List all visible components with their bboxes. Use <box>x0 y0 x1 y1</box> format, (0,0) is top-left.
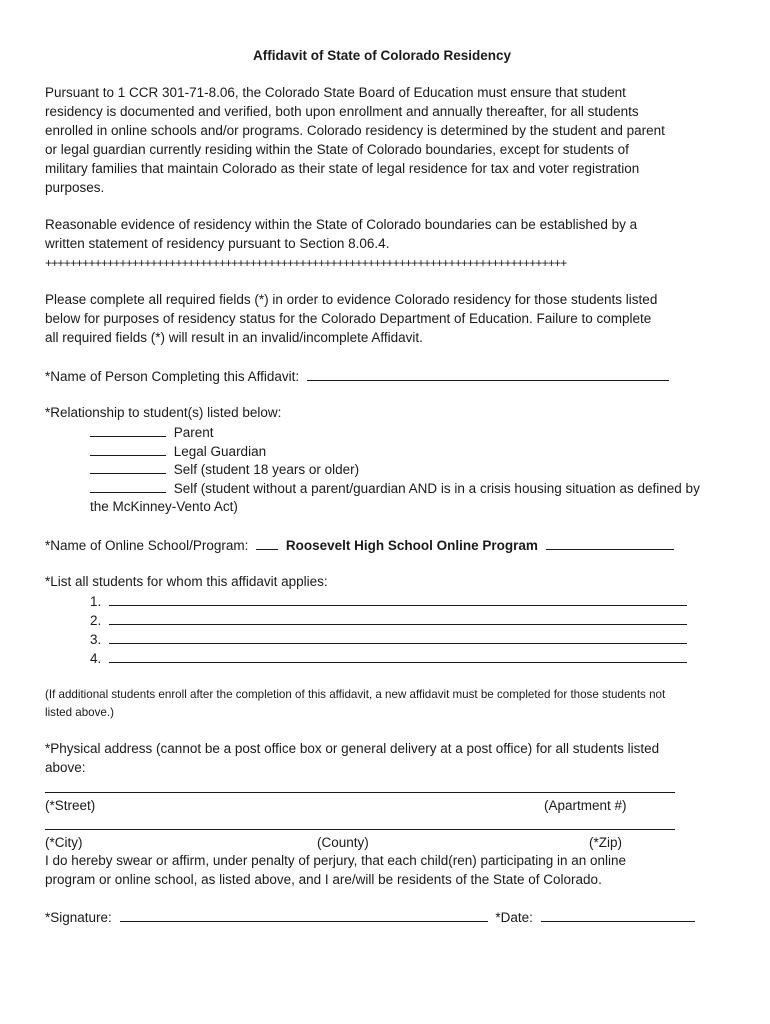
county-label: (County) <box>317 835 369 850</box>
name-field-label: *Name of Person Completing this Affidavit: <box>45 369 300 384</box>
intro-line: or legal guardian currently residing within the State of Colorado boundaries, except for students of <box>45 142 629 157</box>
relationship-checkbox-blank[interactable] <box>90 460 166 474</box>
instructions-line: below for purposes of residency status for the Colorado Department of Education. Failure to complete <box>45 311 652 326</box>
evidence-line: written statement of residency pursuant to Section 8.06.4. <box>45 236 390 251</box>
relationship-option-self-crisis <box>90 479 700 498</box>
zip-label: (*Zip) <box>589 835 622 850</box>
student-number: 1. <box>90 594 102 609</box>
relationship-option-label: Legal Guardian <box>173 444 267 459</box>
relationship-checkbox-blank[interactable] <box>90 442 166 456</box>
name-field-row <box>45 367 669 386</box>
additional-students-note: (If additional students enroll after the completion of this affidavit, a new affidavit must be completed for those students not <box>45 688 666 701</box>
student-row-3 <box>90 630 687 649</box>
relationship-option-label: Self (student 18 years or older) <box>173 462 360 477</box>
additional-students-note: listed above.) <box>45 706 114 719</box>
student-name-blank[interactable] <box>109 611 687 625</box>
relationship-checkbox-blank[interactable] <box>90 479 166 493</box>
intro-line: enrolled in online schools and/or programs. Colorado residency is determined by the student and parent <box>45 123 665 138</box>
student-row-2 <box>90 611 687 630</box>
school-field-value[interactable]: Roosevelt High School Online Program <box>285 538 538 553</box>
relationship-option-label: Self (student without a parent/guardian AND is in a crisis housing situation as defined by <box>173 481 700 496</box>
intro-line: military families that maintain Colorado as their state of legal residence for tax and voter registration <box>45 161 640 176</box>
student-name-blank[interactable] <box>109 592 687 606</box>
signature-label: *Signature: <box>45 910 112 925</box>
address-label: above: <box>45 760 86 775</box>
school-blank-before <box>256 536 278 550</box>
evidence-line: Reasonable evidence of residency within the State of Colorado boundaries can be established by a <box>45 217 638 232</box>
signature-blank[interactable] <box>120 908 488 922</box>
relationship-checkbox-blank[interactable] <box>90 423 166 437</box>
relationship-label: *Relationship to student(s) listed below: <box>45 405 282 420</box>
date-label: *Date: <box>495 910 533 925</box>
separator-line: ++++++++++++++++++++++++++++++++++++++++++++++++++++++++++++++++++++++++++++++++++++ <box>45 256 567 270</box>
relationship-option-parent <box>90 423 214 442</box>
relationship-option-continuation: the McKinney-Vento Act) <box>90 499 238 514</box>
student-row-4 <box>90 649 687 668</box>
student-row-1 <box>90 592 687 611</box>
signature-row <box>45 908 695 927</box>
school-blank-after <box>546 536 674 550</box>
oath-line: I do hereby swear or affirm, under penalty of perjury, that each child(ren) participating in an online <box>45 853 627 868</box>
school-field-row <box>45 536 674 555</box>
document-title: Affidavit of State of Colorado Residency <box>253 48 512 63</box>
student-number: 3. <box>90 632 102 647</box>
city-county-zip-blank[interactable] <box>45 816 675 830</box>
city-label: (*City) <box>45 835 83 850</box>
name-field-blank[interactable] <box>307 367 669 381</box>
student-number: 2. <box>90 613 102 628</box>
student-name-blank[interactable] <box>109 649 687 663</box>
instructions-line: Please complete all required fields (*) in order to evidence Colorado residency for those students listed <box>45 292 658 307</box>
relationship-option-self-adult <box>90 460 359 479</box>
intro-line: residency is documented and verified, both upon enrollment and annually thereafter, for all students <box>45 104 639 119</box>
intro-line: purposes. <box>45 180 105 195</box>
oath-line: program or online school, as listed above, and I are/will be residents of the State of Colorado. <box>45 872 602 887</box>
apartment-label: (Apartment #) <box>544 798 627 813</box>
street-label: (*Street) <box>45 798 96 813</box>
school-field-label: *Name of Online School/Program: <box>45 538 249 553</box>
student-name-blank[interactable] <box>109 630 687 644</box>
student-number: 4. <box>90 651 102 666</box>
relationship-option-legal-guardian <box>90 442 266 461</box>
date-blank[interactable] <box>541 908 695 922</box>
students-label: *List all students for whom this affidavit applies: <box>45 574 328 589</box>
relationship-option-label: Parent <box>173 425 214 440</box>
address-label: *Physical address (cannot be a post office box or general delivery at a post office) for all students listed <box>45 741 660 756</box>
intro-line: Pursuant to 1 CCR 301-71-8.06, the Colorado State Board of Education must ensure that student <box>45 85 626 100</box>
instructions-line: all required fields (*) will result in an invalid/incomplete Affidavit. <box>45 330 423 345</box>
street-address-blank[interactable] <box>45 779 675 793</box>
